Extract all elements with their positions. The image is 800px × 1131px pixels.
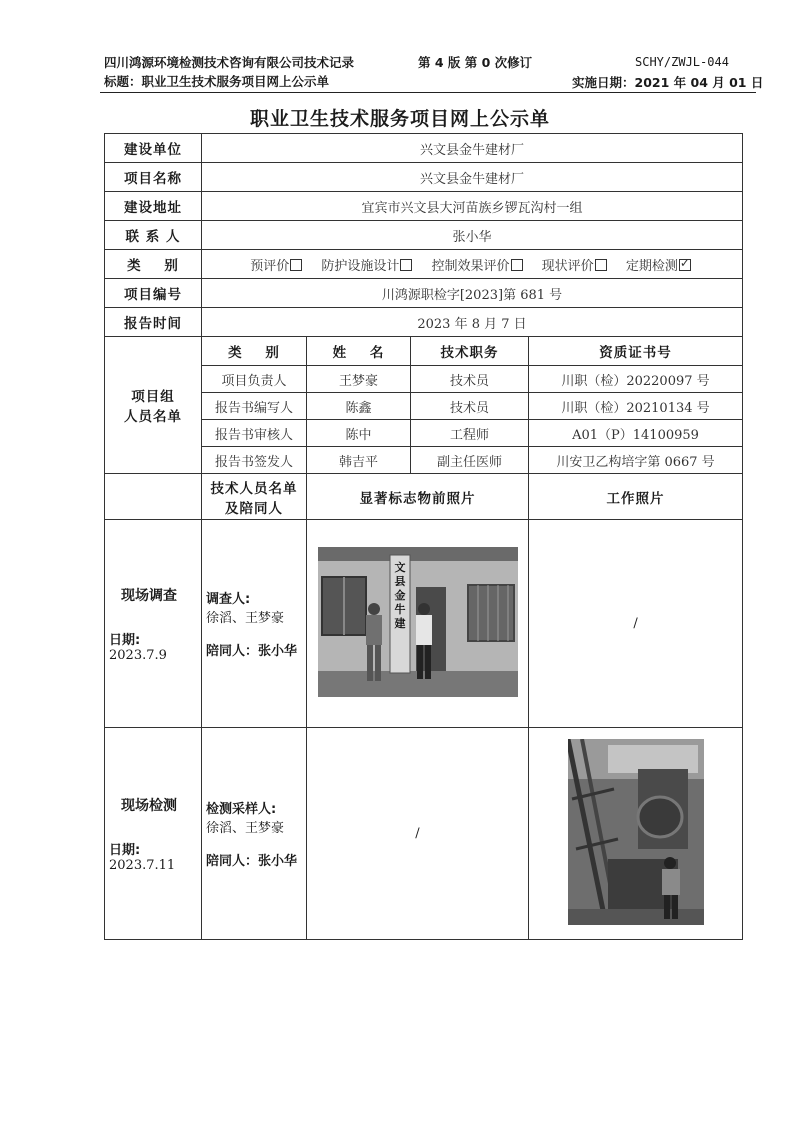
work-photo-header: 工作照片 [529,474,743,520]
header-rule [100,92,756,93]
field-label: 联 系 人 [105,221,202,250]
staff-header: 技术人员名单 及陪同人 [202,474,307,520]
survey-landmark-photo-cell [307,520,529,728]
team-label: 项目组 人员名单 [105,337,202,474]
category-option: 现状评价 [542,259,610,274]
landmark-photo-header: 显著标志物前照片 [307,474,529,520]
field-label: 建设地址 [105,192,202,221]
category-option: 控制效果评价 [432,259,526,274]
construction-unit-value: 兴文县金牛建材厂 [202,134,743,163]
team-title: 工程师 [411,420,529,447]
testing-cell [105,728,202,940]
field-label: 报告时间 [105,308,202,337]
team-role: 项目负责人 [202,366,307,393]
effective-date: 实施日期：2021 年 04 月 01 日 [572,75,764,90]
testing-companion: 陪同人：张小华 [206,854,298,869]
checkbox-icon [511,259,523,271]
category-option: 防护设施设计 [321,259,415,274]
team-cert: A01（P）14100959 [529,420,743,447]
team-name: 韩吉平 [307,447,411,474]
testing-landmark-photo: / [307,728,529,940]
team-name: 陈鑫 [307,393,411,420]
report-time-value: 2023 年 8 月 7 日 [202,308,743,337]
team-header: 技术职务 [411,337,529,366]
page-title: 职业卫生技术服务项目网上公示单 [249,108,550,130]
team-header: 类 别 [202,337,307,366]
category-option: 定期检测✓ [626,259,694,274]
project-number-value: 川鸿源职检字[2023]第 681 号 [202,279,743,308]
svg-text:文: 文 [394,560,405,574]
team-cert: 川职（检）20220097 号 [529,366,743,393]
team-header: 资质证书号 [529,337,743,366]
team-cert: 川安卫乙构培字第 0667 号 [529,447,743,474]
testing-staff-cell [202,728,307,940]
version-info: 第 4 版 第 0 次修订 [418,55,533,70]
sampler-names: 徐滔、王梦豪 [206,821,285,836]
category-label: 类 别 [105,250,202,279]
testing-date-label: 日期: [109,842,141,858]
team-title: 技术员 [411,393,529,420]
company-record-title: 四川鸿源环境检测技术咨询有限公司技术记录 [104,55,355,70]
subject-title: 标题：职业卫生技术服务项目网上公示单 [104,74,330,89]
team-title: 副主任医师 [411,447,529,474]
category-option: 预评价 [250,259,305,274]
field-label: 项目编号 [105,279,202,308]
svg-text:金: 金 [394,588,405,602]
photo-section-spacer [105,474,202,520]
testing-work-photo-cell [529,728,743,940]
checkbox-icon [290,259,302,271]
survey-work-photo: / [529,520,743,728]
checked-checkbox-icon [679,259,691,271]
team-name: 王梦豪 [307,366,411,393]
checkbox-icon [595,259,607,271]
construction-address-value: 宜宾市兴文县大河苗族乡锣瓦沟村一组 [202,192,743,221]
field-label: 项目名称 [105,163,202,192]
surveyor-names: 徐滔、王梦豪 [206,611,285,626]
svg-text:牛: 牛 [394,602,405,616]
survey-staff-cell [202,520,307,728]
team-role: 报告书签发人 [202,447,307,474]
survey-cell [105,520,202,728]
survey-companion: 陪同人：张小华 [206,644,298,659]
work-photo [568,739,704,925]
contact-person-value: 张小华 [202,221,743,250]
document-code: SCHY/ZWJL-044 [635,55,729,69]
survey-date: 2023.7.9 [109,647,167,663]
field-label: 建设单位 [105,134,202,163]
team-title: 技术员 [411,366,529,393]
team-cert: 川职（检）20210134 号 [529,393,743,420]
testing-date: 2023.7.11 [109,857,176,873]
category-options [202,250,743,279]
team-role: 报告书编写人 [202,393,307,420]
surveyor-label: 调查人: [206,592,251,607]
team-role: 报告书审核人 [202,420,307,447]
survey-date-label: 日期: [109,632,141,648]
survey-title: 现场调查 [121,587,177,604]
svg-text:建: 建 [394,616,405,630]
team-header: 姓 名 [307,337,411,366]
project-name-value: 兴文县金牛建材厂 [202,163,743,192]
team-name: 陈中 [307,420,411,447]
landmark-photo [318,547,518,697]
testing-title: 现场检测 [121,797,177,814]
checkbox-icon [400,259,412,271]
publicity-table [104,133,743,940]
sampler-label: 检测采样人: [206,802,277,817]
svg-text:县: 县 [394,574,405,588]
